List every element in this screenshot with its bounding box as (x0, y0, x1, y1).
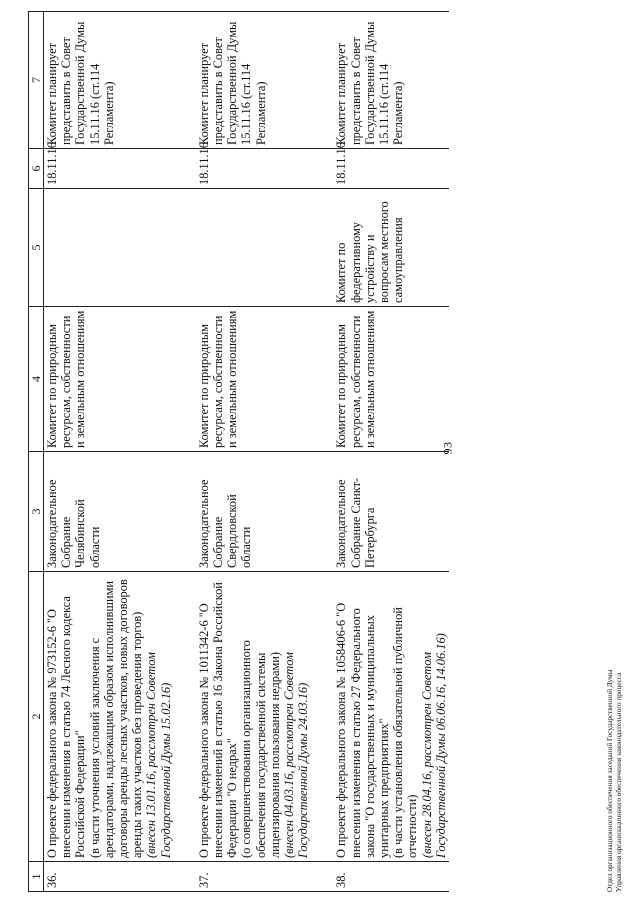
co-executor-cell: Комитет по федеративному устройству и вопросам местного самоуправления (333, 189, 449, 307)
co-executor-cell (44, 189, 174, 307)
agenda-table (28, 11, 449, 892)
column-header: 1 (29, 862, 44, 892)
row-number: 38. (333, 862, 449, 892)
bill-title: О проекте федерального закона № 1011342-6 "О внесении изменений в статью 16 Закона Российской Федерации "О недрах" (196, 582, 240, 858)
author-cell: Законодательное Собрание Санкт-Петербурга (333, 452, 449, 572)
column-header: 7 (29, 12, 44, 149)
committee-cell: Комитет по природным ресурсам, собственности и земельным отношениям (196, 307, 312, 452)
date-cell: 18.11.16 (333, 149, 449, 189)
bill-title: О проекте федерального закона № 1058406-6 "О внесении изменения в статью 27 Федерального закона "О государственных и муниципальных унитарных предприятиях" (334, 602, 392, 858)
date-cell: 18.11.16 (44, 149, 174, 189)
bill-cell (196, 572, 312, 862)
table-row (44, 12, 174, 892)
co-executor-cell (196, 189, 312, 307)
column-header: 5 (29, 189, 44, 307)
table-row (333, 12, 449, 892)
row-number: 36. (44, 862, 174, 892)
column-header: 6 (29, 149, 44, 189)
bill-note: (внесен 13.01.16, рассмотрен Советом Государственной Думы 15.02.16) (144, 652, 173, 858)
bill-detail: (в части уточнения условий заключения с арендаторами, надлежащим образом исполнившими договоры аренды лесных участков, новых договоров аренды таких участков без проведения торгов) (87, 579, 145, 858)
row-spacer (311, 12, 333, 892)
row-number: 37. (196, 862, 312, 892)
footer-line: Отдел организационного обеспечения заседаний Государственной Думы (606, 669, 614, 892)
status-cell: Комитет планирует представить в Совет Государственной Думы 15.11.16 (ст.114 Регламента) (333, 12, 449, 149)
row-spacer (174, 12, 196, 892)
bill-note: (внесен 04.03.16, рассмотрен Советом Государственной Думы 24.03.16) (282, 652, 311, 858)
status-cell: Комитет планирует представить в Совет Государственной Думы 15.11.16 (ст.114 Регламента) (44, 12, 174, 149)
bill-cell (333, 572, 449, 862)
column-header: 2 (29, 572, 44, 862)
footer-note (606, 492, 623, 892)
bill-detail: (о совершенствовании организационного обеспечения государственной системы лицензирования пользования недрами) (239, 640, 282, 858)
table-row (196, 12, 312, 892)
column-header: 3 (29, 452, 44, 572)
footer-line: Управления организационного обеспечения законодательного процесса (614, 672, 623, 892)
column-header: 4 (29, 307, 44, 452)
page-number: 93 (440, 441, 455, 455)
bill-title: О проекте федерального закона № 973152-6 "О внесении изменения в статью 74 Лесного кодекса Российской Федерации" (45, 596, 88, 858)
bill-note: (внесен 28.04.16, рассмотрен Советом Государственной Думы 06.06.16, 14.06.16) (419, 633, 448, 858)
committee-cell: Комитет по природным ресурсам, собственности и земельным отношениям (333, 307, 449, 452)
bill-detail: (в части установления обязательной публичной отчетности) (391, 607, 420, 858)
status-cell: Комитет планирует представить в Совет Государственной Думы 15.11.16 (ст.114 Регламента) (196, 12, 312, 149)
header-row (29, 12, 44, 892)
bill-cell (44, 572, 174, 862)
date-cell: 18.11.16 (196, 149, 312, 189)
committee-cell: Комитет по природным ресурсам, собственности и земельным отношениям (44, 307, 174, 452)
author-cell: Законодательное Собрание Свердловской области (196, 452, 312, 572)
author-cell: Законодательное Собрание Челябинской области (44, 452, 174, 572)
